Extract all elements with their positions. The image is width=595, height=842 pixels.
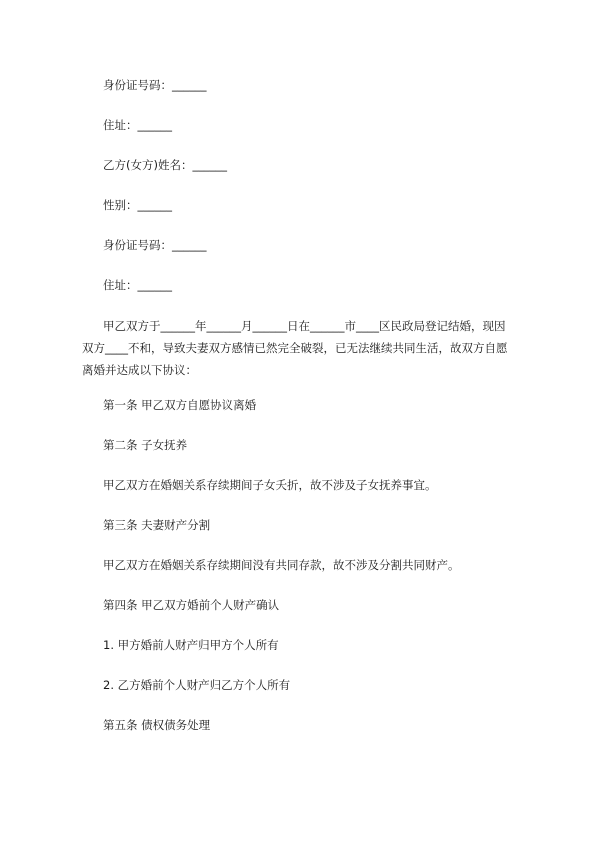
intro-line-1: 甲乙双方于______年______月______日在______市____区民政局登记结婚，现因: [103, 319, 506, 333]
id-number-a: 身份证号码：______: [103, 78, 207, 92]
article-4-heading: 第四条 甲乙双方婚前个人财产确认: [103, 598, 280, 612]
intro-paragraph: [82, 315, 522, 381]
article-3-text: 甲乙双方在婚姻关系存续期间没有共同存款，故不涉及分割共同财产。: [103, 558, 460, 572]
gender-b: 性别：______: [103, 198, 172, 212]
article-3-heading: 第三条 夫妻财产分割: [103, 518, 211, 532]
intro-line-3: 离婚并达成以下协议：: [82, 363, 197, 377]
article-5-heading: 第五条 债权债务处理: [103, 718, 211, 732]
article-2-heading: 第二条 子女抚养: [103, 438, 188, 452]
article-2-text: 甲乙双方在婚姻关系存续期间子女夭折，故不涉及子女抚养事宜。: [103, 478, 437, 492]
article-4-item-1: 1. 甲方婚前人财产归甲方个人所有: [103, 638, 279, 652]
article-4-item-2: 2. 乙方婚前个人财产归乙方个人所有: [103, 678, 291, 692]
article-1-heading: 第一条 甲乙双方自愿协议离婚: [103, 398, 257, 412]
address-b: 住址：______: [103, 278, 172, 292]
intro-line-2: 双方____不和，导致夫妻双方感情已然完全破裂，已无法继续共同生活，故双方自愿: [82, 341, 508, 355]
address-a: 住址：______: [103, 118, 172, 132]
id-number-b: 身份证号码：______: [103, 238, 207, 252]
party-b-name: 乙方(女方)姓名：______: [103, 158, 227, 172]
